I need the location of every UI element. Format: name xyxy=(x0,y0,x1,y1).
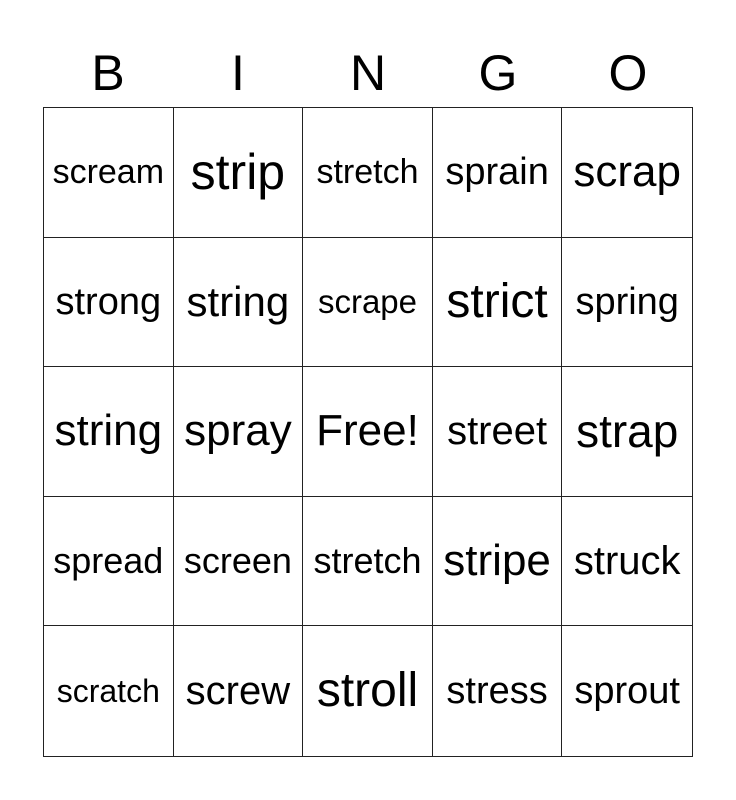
bingo-cell: stretch xyxy=(303,108,433,238)
bingo-cell: string xyxy=(44,367,174,497)
header-letter-n: N xyxy=(349,45,387,101)
bingo-cell: stripe xyxy=(433,497,563,627)
bingo-cell: sprout xyxy=(574,670,680,713)
bingo-cell: strict xyxy=(433,238,563,368)
bingo-cell: struck xyxy=(562,497,692,627)
bingo-cell: spring xyxy=(562,238,692,368)
bingo-cell: spray xyxy=(174,367,304,497)
bingo-cell: scratch xyxy=(44,626,174,756)
bingo-cell: street xyxy=(433,367,563,497)
bingo-cell: stress xyxy=(433,626,563,756)
free-space-cell: Free! xyxy=(303,367,433,497)
header-letter-g: G xyxy=(478,45,518,101)
bingo-cell: sprain xyxy=(433,108,563,238)
bingo-cell: scream xyxy=(44,108,174,238)
bingo-cell: spread xyxy=(44,497,174,627)
bingo-cell: scrape xyxy=(303,238,433,368)
bingo-header xyxy=(43,40,693,106)
bingo-cell: strap xyxy=(562,367,692,497)
bingo-cell: scrap xyxy=(562,108,692,238)
header-letter-b: B xyxy=(91,45,125,101)
header-letter-i: I xyxy=(231,45,245,101)
bingo-cell: stroll xyxy=(303,626,433,756)
header-letter-o: O xyxy=(608,45,648,101)
bingo-cell: strong xyxy=(44,238,174,368)
bingo-cell: stretch xyxy=(303,497,433,627)
bingo-board xyxy=(43,107,693,757)
bingo-cell: screen xyxy=(174,497,304,627)
bingo-cell: string xyxy=(174,238,304,368)
bingo-cell: screw xyxy=(174,626,304,756)
bingo-cell: strip xyxy=(174,108,304,238)
